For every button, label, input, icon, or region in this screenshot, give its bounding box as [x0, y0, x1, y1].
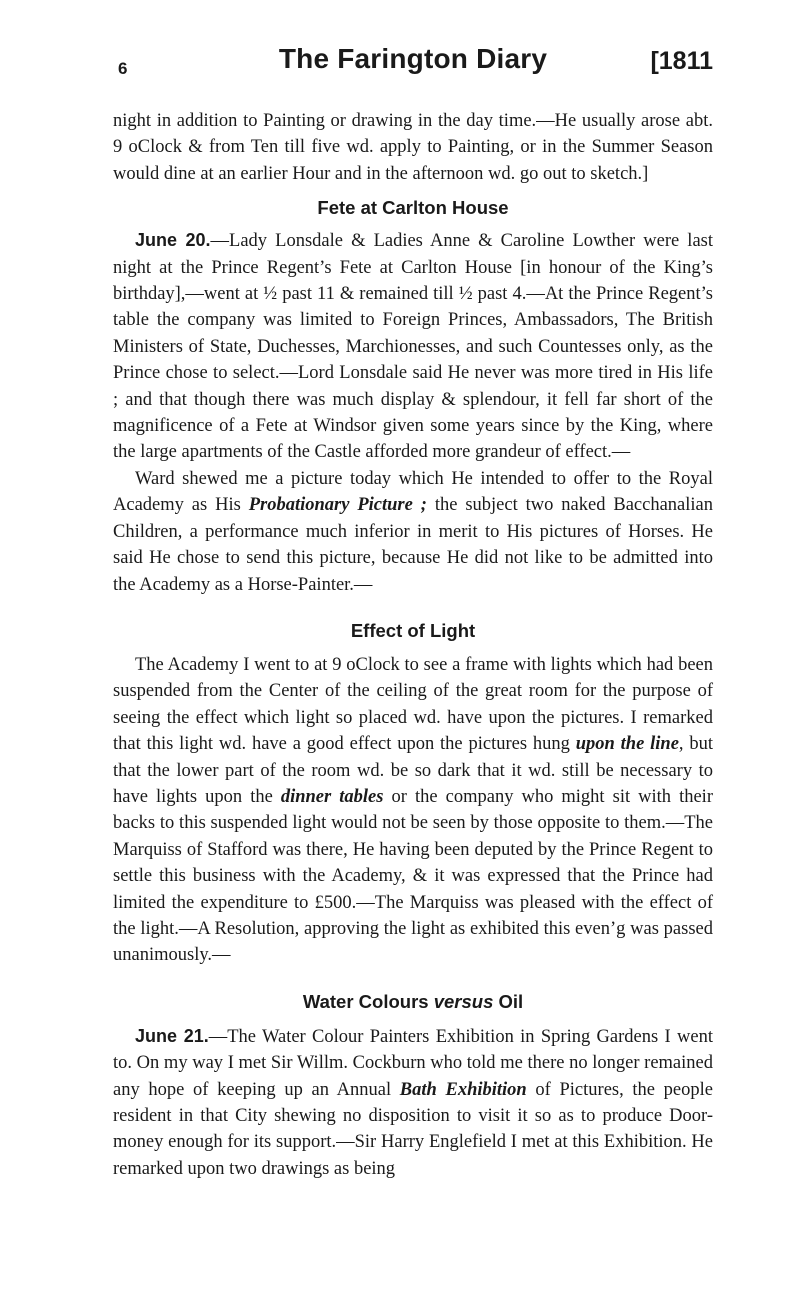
page-number: 6	[118, 59, 128, 78]
entry-date: June 21.	[135, 1025, 209, 1046]
paragraph-text: —The Water Colour Painters Exhibition in Spring Gardens I went to. On my way I met Sir Willm. Cockburn who told me there no longer remained any hope of keeping up an Annual	[113, 1026, 713, 1100]
heading-emphasis: versus	[433, 990, 494, 1012]
section-heading-fete: Fete at Carlton House	[317, 197, 509, 219]
book-title: The Farington Diary	[278, 43, 548, 74]
year-marker: [1811	[650, 47, 713, 75]
heading-text: Water Colours	[302, 990, 434, 1012]
paragraph-text: The Academy I went to at 9 oClock to see a frame with lights which had been suspended from the Center of the ceiling of the great room for the purpose of seeing the effect which light so placed wd. have upon the pictures. I remarked that this light wd. have a good effect upon the pictures hung	[113, 654, 713, 755]
section-heading-water-colours	[113, 989, 713, 1015]
emphasis-text: Probationary Picture ;	[248, 495, 427, 516]
entry-date: June 20.	[135, 230, 211, 251]
paragraph-ward	[113, 466, 713, 598]
paragraph-june-20	[113, 227, 713, 466]
paragraph-text: of Pictures, the people resident in that City shewing no disposition to visit it so as to produce Door-money enough for its support.—Sir Harry Englefield I met at this Exhibition. He remarked upon two drawings as being	[113, 1079, 713, 1179]
paragraph-text: Ward shewed me a picture today which He intended to offer to the Royal Academy as His	[113, 468, 713, 516]
emphasis-text: dinner tables	[280, 786, 384, 807]
heading-text: Oil	[493, 990, 524, 1012]
book-page	[113, 44, 713, 1182]
body-text	[113, 108, 713, 1182]
running-head	[113, 44, 713, 88]
paragraph-june-21	[113, 1023, 713, 1182]
paragraph-academy	[113, 652, 713, 969]
emphasis-text: upon the line	[575, 734, 679, 755]
emphasis-text: Bath Exhibition	[399, 1079, 527, 1100]
paragraph-text: , but that the lower part of the room wd. be so dark that it wd. still be necessary to have lights upon the	[113, 734, 714, 807]
section-heading-effect-of-light: Effect of Light	[350, 619, 476, 641]
paragraph-continuation: night in addition to Painting or drawing in the day time.—He usually arose abt. 9 oClock & from Ten till five wd. apply to Painting, or in the Summer Season would dine at an earlier Hour and in the afternoon wd. go out to sketch.]	[113, 111, 713, 184]
paragraph-text: the subject two naked Bacchanalian Children, a performance much inferior in merit to His pictures of Horses. He said He chose to send this picture, because He did not like to be admitted into the Academy as a Horse-Painter.—	[113, 495, 714, 595]
paragraph-text: or the company who might sit with their backs to this suspended light would not be seen by those opposite to them.—The Marquiss of Stafford was there, He having been deputed by the Prince Regent to settle this business with the Academy, & it was expressed that the Prince had limited the expenditure to £500.—The Marquiss was pleased with the effect of the light.—A Resolution, approving the light as exhibited this even’g was passed unanimously.—	[113, 786, 713, 966]
paragraph-text: —Lady Lonsdale & Ladies Anne & Caroline Lowther were last night at the Prince Regent’s Fete at Carlton House [in honour of the King’s birthday],—went at ½ past 11 & remained till ½ past 4.—At the Prince Regent’s table the company was limited to Foreign Princes, Ambassadors, The British Ministers of State, Duchesses, Marchionesses, and such Countesses only, as the Prince chose to select.—Lord Lonsdale said He never was more tired in His life ; and that though there was much display & splendour, it fell far short of the magnificence of a Fete at Windsor given some years since by the King, where the large apartments of the Castle afforded more grandeur of effect.—	[113, 231, 713, 463]
